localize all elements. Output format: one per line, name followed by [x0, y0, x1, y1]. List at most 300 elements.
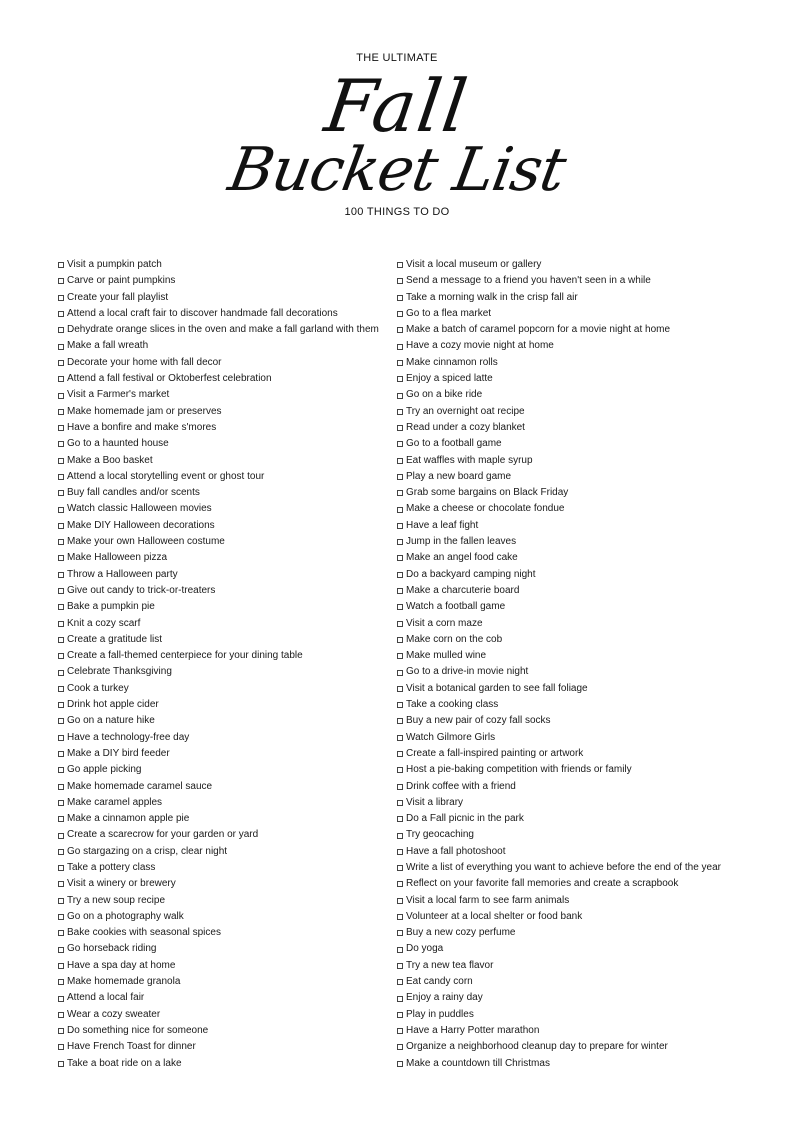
checklist-item-label: Have a fall photoshoot: [406, 845, 506, 857]
checklist-item: [397, 550, 737, 566]
checklist-item: [58, 338, 388, 354]
checklist-item-label: Make a charcuterie board: [406, 584, 520, 596]
checkbox-icon[interactable]: [58, 621, 64, 627]
checklist-item-label: Wear a cozy sweater: [67, 1008, 161, 1020]
checklist-item-label: Do a Fall picnic in the park: [406, 813, 524, 825]
checkbox-icon[interactable]: [397, 914, 403, 920]
checklist-item: [58, 664, 388, 680]
checklist-item-label: Make an angel food cake: [406, 552, 518, 564]
checklist-item-label: Dehydrate orange slices in the oven and make a fall garland with them: [67, 324, 379, 336]
checklist-item: [397, 746, 737, 762]
checklist-item: [397, 371, 737, 387]
checklist-item: [58, 632, 388, 648]
checkbox-icon[interactable]: [58, 816, 64, 822]
checklist-item: [58, 1039, 388, 1055]
checklist-item-label: Throw a Halloween party: [67, 568, 178, 580]
checkbox-icon[interactable]: [397, 979, 403, 985]
checklist-item-label: Enjoy a spiced latte: [406, 373, 493, 385]
checkbox-icon[interactable]: [58, 409, 64, 415]
checklist-item-label: Make a DIY bird feeder: [67, 747, 170, 759]
checklist-item: [58, 730, 388, 746]
checklist-item: [58, 876, 388, 892]
checklist-item-label: Go to a drive-in movie night: [406, 666, 529, 678]
checklist-item-label: Enjoy a rainy day: [406, 992, 483, 1004]
checklist-item: [58, 762, 388, 778]
checklist-item-label: Take a boat ride on a lake: [67, 1057, 182, 1069]
checklist-item: [58, 501, 388, 517]
checklist-item-label: Try a new soup recipe: [67, 894, 166, 906]
checkbox-icon[interactable]: [397, 865, 403, 871]
checkbox-icon[interactable]: [397, 947, 403, 953]
checklist-item: [397, 355, 737, 371]
checkbox-icon[interactable]: [397, 996, 403, 1002]
checklist-item-label: Do a backyard camping night: [406, 568, 536, 580]
checkbox-icon[interactable]: [58, 278, 64, 284]
checklist-item-label: Grab some bargains on Black Friday: [406, 487, 569, 499]
checklist-item: [58, 779, 388, 795]
checklist-item: [397, 485, 737, 501]
checklist-item: [58, 746, 388, 762]
checklist-item-label: Make homemade granola: [67, 976, 181, 988]
checkbox-icon[interactable]: [58, 800, 64, 806]
checklist-item: [397, 925, 737, 941]
checklist-item-label: Take a pottery class: [67, 861, 156, 873]
checklist-item: [58, 404, 388, 420]
header-kicker: THE ULTIMATE: [356, 52, 438, 64]
checkbox-icon[interactable]: [397, 784, 403, 790]
checkbox-icon[interactable]: [58, 686, 64, 692]
checklist-item: [58, 436, 388, 452]
checklist-item: [58, 1023, 388, 1039]
checklist-item: [397, 713, 737, 729]
title-bucket-list: Bucket List: [223, 135, 571, 205]
checkbox-icon[interactable]: [58, 507, 64, 513]
checklist-item: [58, 1056, 388, 1072]
checklist-item: [397, 844, 737, 860]
checkbox-icon[interactable]: [58, 393, 64, 399]
checklist-item: [397, 387, 737, 403]
checklist-item-label: Make a countdown till Christmas: [406, 1057, 550, 1069]
checkbox-icon[interactable]: [58, 327, 64, 333]
checklist-item: [397, 257, 737, 273]
checklist-item-label: Go to a haunted house: [67, 438, 169, 450]
checklist-item-label: Decorate your home with fall decor: [67, 356, 222, 368]
checklist-item: [397, 697, 737, 713]
checklist-item-label: Attend a local fair: [67, 992, 145, 1004]
checkbox-icon[interactable]: [58, 441, 64, 447]
checkbox-icon[interactable]: [397, 1044, 403, 1050]
checklist-item-label: Make a Boo basket: [67, 454, 153, 466]
checklist-item: [397, 567, 737, 583]
checkbox-icon[interactable]: [58, 588, 64, 594]
checklist-item-label: Have a Harry Potter marathon: [406, 1024, 540, 1036]
checklist-item-label: Go on a nature hike: [67, 715, 155, 727]
checkbox-icon[interactable]: [397, 898, 403, 904]
checklist-item: [397, 941, 737, 957]
checklist-item: [58, 648, 388, 664]
checklist-item-label: Reflect on your favorite fall memories and create a scrapbook: [406, 878, 679, 890]
checklist-item-label: Buy fall candles and/or scents: [67, 487, 200, 499]
checklist-item: [58, 925, 388, 941]
checklist-item: [58, 827, 388, 843]
checklist-item: [397, 420, 737, 436]
checklist-item: [58, 485, 388, 501]
checklist-item: [58, 681, 388, 697]
checklist-item-label: Play in puddles: [406, 1008, 474, 1020]
checklist-item: [397, 876, 737, 892]
checkbox-icon[interactable]: [58, 295, 64, 301]
checklist-item: [397, 893, 737, 909]
checkbox-icon[interactable]: [58, 767, 64, 773]
checklist-item: [58, 290, 388, 306]
checklist-item-label: Create a gratitude list: [67, 633, 163, 645]
checkbox-icon[interactable]: [58, 360, 64, 366]
checklist-item-label: Have a cozy movie night at home: [406, 340, 554, 352]
checklist-item-label: Attend a local storytelling event or ghost tour: [67, 470, 265, 482]
checklist-item-label: Make a cheese or chocolate fondue: [406, 503, 565, 515]
checklist-item: [397, 1023, 737, 1039]
checklist-item-label: Watch a football game: [406, 601, 506, 613]
checklist-item: [58, 469, 388, 485]
checklist-item-label: Have a bonfire and make s'mores: [67, 421, 217, 433]
checkbox-icon[interactable]: [58, 702, 64, 708]
checklist-item-label: Play a new board game: [406, 470, 512, 482]
checklist-item: [58, 371, 388, 387]
checkbox-icon[interactable]: [397, 637, 403, 643]
checklist-item-label: Buy a new pair of cozy fall socks: [406, 715, 551, 727]
checklist-item-label: Make a batch of caramel popcorn for a movie night at home: [406, 324, 671, 336]
checkbox-icon[interactable]: [397, 881, 403, 887]
checklist-item: [58, 974, 388, 990]
checkbox-icon[interactable]: [397, 849, 403, 855]
checkbox-icon[interactable]: [397, 930, 403, 936]
checklist-item: [397, 990, 737, 1006]
checkbox-icon[interactable]: [397, 555, 403, 561]
checkbox-icon[interactable]: [58, 784, 64, 790]
checkbox-icon[interactable]: [58, 833, 64, 839]
checklist-right-column: [397, 257, 737, 1072]
checkbox-icon[interactable]: [58, 344, 64, 350]
checklist-item-label: Bake cookies with seasonal spices: [67, 927, 221, 939]
checkbox-icon[interactable]: [397, 767, 403, 773]
checkbox-icon[interactable]: [58, 1061, 64, 1067]
checkbox-icon[interactable]: [397, 539, 403, 545]
checklist-item-label: Read under a cozy blanket: [406, 421, 525, 433]
checkbox-icon[interactable]: [397, 409, 403, 415]
checkbox-icon[interactable]: [58, 653, 64, 659]
checkbox-icon[interactable]: [58, 898, 64, 904]
checklist-item: [397, 860, 737, 876]
checkbox-icon[interactable]: [397, 393, 403, 399]
checklist-item: [58, 616, 388, 632]
checkbox-icon[interactable]: [397, 588, 403, 594]
checklist-item: [58, 453, 388, 469]
checkbox-icon[interactable]: [397, 425, 403, 431]
checklist-item: [58, 322, 388, 338]
checklist-item: [58, 273, 388, 289]
checkbox-icon[interactable]: [397, 441, 403, 447]
checkbox-icon[interactable]: [397, 295, 403, 301]
checklist-item: [397, 958, 737, 974]
checklist-item: [397, 730, 737, 746]
checklist-item-label: Attend a local craft fair to discover handmade fall decorations: [67, 307, 338, 319]
checklist-item: [397, 518, 737, 534]
checklist-item-label: Go to a football game: [406, 438, 502, 450]
checklist-item-label: Visit a botanical garden to see fall foliage: [406, 682, 588, 694]
checkbox-icon[interactable]: [58, 311, 64, 317]
checklist-item: [58, 257, 388, 273]
checklist-item: [397, 453, 737, 469]
checklist-item: [58, 941, 388, 957]
checklist-item-label: Organize a neighborhood cleanup day to prepare for winter: [406, 1041, 668, 1053]
checkbox-icon[interactable]: [397, 344, 403, 350]
checklist-item: [58, 583, 388, 599]
checkbox-icon[interactable]: [58, 425, 64, 431]
checklist-item-label: Visit a Farmer's market: [67, 389, 170, 401]
checklist-item: [58, 1007, 388, 1023]
checkbox-icon[interactable]: [58, 718, 64, 724]
checkbox-icon[interactable]: [58, 670, 64, 676]
checklist-item-label: Go stargazing on a crisp, clear night: [67, 845, 228, 857]
checklist-item: [397, 273, 737, 289]
checkbox-icon[interactable]: [58, 751, 64, 757]
checklist-item-label: Drink coffee with a friend: [406, 780, 516, 792]
checklist-item: [58, 387, 388, 403]
checklist-item: [397, 811, 737, 827]
checklist-item-label: Drink hot apple cider: [67, 699, 159, 711]
checklist-item-label: Try an overnight oat recipe: [406, 405, 525, 417]
checklist-item-label: Have a technology-free day: [67, 731, 190, 743]
checklist-item: [397, 762, 737, 778]
checklist-item-label: Celebrate Thanksgiving: [67, 666, 172, 678]
checklist-item-label: Take a morning walk in the crisp fall air: [406, 291, 578, 303]
checkbox-icon[interactable]: [397, 833, 403, 839]
checkbox-icon[interactable]: [397, 311, 403, 317]
checkbox-icon[interactable]: [58, 262, 64, 268]
checkbox-icon[interactable]: [397, 490, 403, 496]
checklist-item: [397, 648, 737, 664]
checklist-item-label: Watch Gilmore Girls: [406, 731, 496, 743]
checklist-item: [397, 1039, 737, 1055]
checklist-item: [58, 811, 388, 827]
checkbox-icon[interactable]: [397, 262, 403, 268]
checkbox-icon[interactable]: [397, 702, 403, 708]
checklist-item: [397, 322, 737, 338]
checkbox-icon[interactable]: [397, 1028, 403, 1034]
checklist-item: [397, 583, 737, 599]
checklist-item: [58, 306, 388, 322]
checkbox-icon[interactable]: [397, 670, 403, 676]
checklist-item: [58, 958, 388, 974]
checkbox-icon[interactable]: [397, 963, 403, 969]
checklist-item-label: Make DIY Halloween decorations: [67, 519, 215, 531]
checklist-item-label: Make your own Halloween costume: [67, 536, 225, 548]
checklist-item-label: Knit a cozy scarf: [67, 617, 141, 629]
checkbox-icon[interactable]: [58, 979, 64, 985]
checklist-item-label: Visit a local farm to see farm animals: [406, 894, 570, 906]
checklist-item: [58, 844, 388, 860]
checklist-item-label: Have a leaf fight: [406, 519, 479, 531]
checklist-item-label: Try a new tea flavor: [406, 959, 494, 971]
checklist-item-label: Carve or paint pumpkins: [67, 275, 176, 287]
checklist-item-label: Volunteer at a local shelter or food bank: [406, 910, 583, 922]
checkbox-icon[interactable]: [58, 881, 64, 887]
checklist-item: [58, 534, 388, 550]
checklist-item-label: Do yoga: [406, 943, 444, 955]
checkbox-icon[interactable]: [58, 539, 64, 545]
checklist-item: [58, 713, 388, 729]
checkbox-icon[interactable]: [58, 1044, 64, 1050]
checkbox-icon[interactable]: [58, 930, 64, 936]
checkbox-icon[interactable]: [58, 637, 64, 643]
checklist-item-label: Eat waffles with maple syrup: [406, 454, 533, 466]
checkbox-icon[interactable]: [58, 490, 64, 496]
checklist-item: [397, 1007, 737, 1023]
checklist-item: [397, 664, 737, 680]
checkbox-icon[interactable]: [58, 735, 64, 741]
checklist-item-label: Make homemade caramel sauce: [67, 780, 213, 792]
checkbox-icon[interactable]: [58, 458, 64, 464]
checklist-item-label: Visit a corn maze: [406, 617, 483, 629]
checklist-item: [397, 469, 737, 485]
checklist-item-label: Take a cooking class: [406, 699, 499, 711]
checkbox-icon[interactable]: [58, 996, 64, 1002]
checklist-item-label: Create your fall playlist: [67, 291, 169, 303]
checklist-item-label: Send a message to a friend you haven't seen in a while: [406, 275, 651, 287]
checklist-item-label: Make caramel apples: [67, 796, 163, 808]
checkbox-icon[interactable]: [397, 278, 403, 284]
checkbox-icon[interactable]: [397, 800, 403, 806]
checklist-item-label: Buy a new cozy perfume: [406, 927, 516, 939]
checklist-item: [58, 860, 388, 876]
checkbox-icon[interactable]: [58, 865, 64, 871]
checkbox-icon[interactable]: [58, 849, 64, 855]
checkbox-icon[interactable]: [58, 376, 64, 382]
checklist-item: [397, 909, 737, 925]
page-header: [0, 0, 794, 230]
checkbox-icon[interactable]: [58, 947, 64, 953]
checkbox-icon[interactable]: [58, 1012, 64, 1018]
checklist-item-label: Write a list of everything you want to achieve before the end of the year: [406, 861, 721, 873]
checklist-item: [58, 599, 388, 615]
checkbox-icon[interactable]: [397, 686, 403, 692]
checkbox-icon[interactable]: [397, 735, 403, 741]
checklist-item: [397, 795, 737, 811]
checkbox-icon[interactable]: [397, 572, 403, 578]
checkbox-icon[interactable]: [397, 718, 403, 724]
checkbox-icon[interactable]: [58, 963, 64, 969]
checklist-item-label: Cook a turkey: [67, 682, 129, 694]
checkbox-icon[interactable]: [397, 523, 403, 529]
checklist-item-label: Have French Toast for dinner: [67, 1041, 196, 1053]
checkbox-icon[interactable]: [58, 604, 64, 610]
checklist-item: [397, 534, 737, 550]
checkbox-icon[interactable]: [397, 653, 403, 659]
checklist-item: [397, 501, 737, 517]
checkbox-icon[interactable]: [58, 523, 64, 529]
checklist-item-label: Go on a photography walk: [67, 910, 184, 922]
checklist-item-label: Jump in the fallen leaves: [406, 536, 517, 548]
header-subtitle: 100 THINGS TO DO: [344, 206, 450, 218]
checkbox-icon[interactable]: [397, 1061, 403, 1067]
checklist-item-label: Attend a fall festival or Oktoberfest celebration: [67, 373, 272, 385]
checklist-item-label: Bake a pumpkin pie: [67, 601, 155, 613]
checklist-item-label: Create a scarecrow for your garden or yard: [67, 829, 259, 841]
checklist-item: [58, 909, 388, 925]
checklist-item-label: Make a cinnamon apple pie: [67, 813, 190, 825]
checklist-item-label: Give out candy to trick-or-treaters: [67, 584, 216, 596]
checkbox-icon[interactable]: [397, 507, 403, 513]
checklist-item: [58, 795, 388, 811]
checklist-item: [397, 599, 737, 615]
checkbox-icon[interactable]: [58, 914, 64, 920]
checklist-item-label: Go to a flea market: [406, 307, 492, 319]
checklist-item: [397, 1056, 737, 1072]
checklist-item: [397, 632, 737, 648]
checklist-item-label: Go on a bike ride: [406, 389, 483, 401]
checklist-item-label: Try geocaching: [406, 829, 474, 841]
checkbox-icon[interactable]: [58, 555, 64, 561]
checkbox-icon[interactable]: [58, 1028, 64, 1034]
checklist-item: [397, 779, 737, 795]
checkbox-icon[interactable]: [58, 572, 64, 578]
checklist-item-label: Visit a library: [406, 796, 464, 808]
checkbox-icon[interactable]: [397, 1012, 403, 1018]
checklist-item-label: Visit a pumpkin patch: [67, 259, 162, 270]
checkbox-icon[interactable]: [397, 376, 403, 382]
checklist-item: [397, 290, 737, 306]
checklist-item-label: Make mulled wine: [406, 650, 487, 662]
checklist-item-label: Make Halloween pizza: [67, 552, 168, 564]
title-fall: Fall: [320, 64, 474, 148]
checklist-item: [58, 518, 388, 534]
checklist-item: [58, 550, 388, 566]
checklist-item-label: Host a pie-baking competition with friends or family: [406, 764, 632, 776]
checkbox-icon[interactable]: [397, 751, 403, 757]
checklist-item-label: Do something nice for someone: [67, 1024, 209, 1036]
checklist-item: [58, 355, 388, 371]
checklist-item-label: Make a fall wreath: [67, 340, 149, 352]
checkbox-icon[interactable]: [397, 458, 403, 464]
checklist-left-column: [58, 257, 388, 1072]
checklist-item-label: Visit a local museum or gallery: [406, 259, 542, 270]
checklist-item: [58, 990, 388, 1006]
checkbox-icon[interactable]: [397, 474, 403, 480]
checklist-item-label: Create a fall-themed centerpiece for your dining table: [67, 650, 303, 662]
checklist-item: [397, 827, 737, 843]
checkbox-icon[interactable]: [397, 816, 403, 822]
checklist-item: [397, 338, 737, 354]
checklist-item-label: Create a fall-inspired painting or artwork: [406, 747, 584, 759]
checkbox-icon[interactable]: [397, 327, 403, 333]
checklist-item: [58, 893, 388, 909]
checkbox-icon[interactable]: [58, 474, 64, 480]
checklist-item: [397, 974, 737, 990]
checkbox-icon[interactable]: [397, 360, 403, 366]
checklist-item: [397, 616, 737, 632]
checkbox-icon[interactable]: [397, 621, 403, 627]
checkbox-icon[interactable]: [397, 604, 403, 610]
checklist-item-label: Have a spa day at home: [67, 959, 176, 971]
checklist-item-label: Make cinnamon rolls: [406, 356, 498, 368]
checklist-item: [397, 681, 737, 697]
checklist-item-label: Watch classic Halloween movies: [67, 503, 212, 515]
checklist-item-label: Visit a winery or brewery: [67, 878, 176, 890]
checklist-item-label: Go horseback riding: [67, 943, 157, 955]
checklist-item: [397, 404, 737, 420]
checklist-item-label: Make corn on the cob: [406, 633, 503, 645]
checklist-item: [58, 420, 388, 436]
